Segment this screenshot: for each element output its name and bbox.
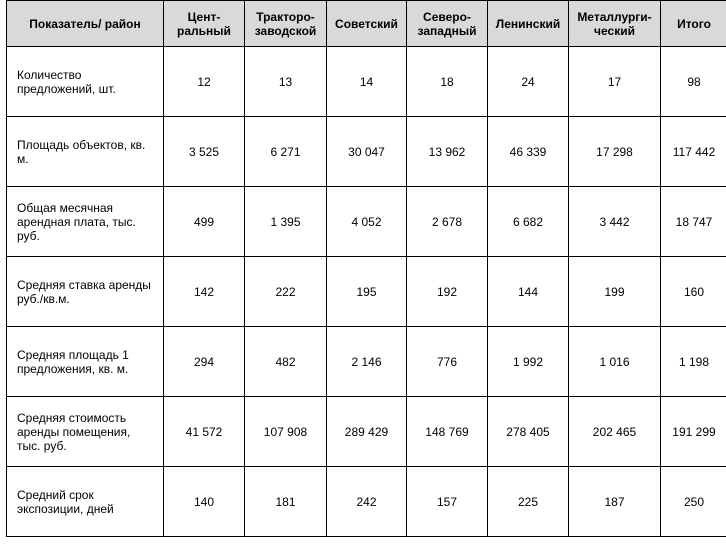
table-cell: 499 (164, 187, 245, 257)
header-row (7, 1, 726, 47)
table-cell: 18 747 (661, 187, 726, 257)
header-tsentralny: Цент- ральный (164, 1, 245, 47)
table-cell: 776 (407, 327, 488, 397)
table-cell: 13 962 (407, 117, 488, 187)
header-leninsky: Ленинский (488, 1, 569, 47)
header-total: Итого (661, 1, 726, 47)
table-cell: 148 769 (407, 397, 488, 467)
table-cell: 140 (164, 467, 245, 537)
row-label: Площадь объектов, кв. м. (7, 117, 164, 187)
row-label: Средняя площадь 1 предложения, кв. м. (7, 327, 164, 397)
table-cell: 13 (245, 47, 327, 117)
table-cell: 160 (661, 257, 726, 327)
row-label: Средняя стоимость аренды помещения, тыс. руб. (7, 397, 164, 467)
table-cell: 41 572 (164, 397, 245, 467)
table-container (6, 0, 726, 537)
table-cell: 107 908 (245, 397, 327, 467)
table-cell: 192 (407, 257, 488, 327)
district-rent-table (6, 0, 726, 537)
table-cell: 195 (327, 257, 407, 327)
table-cell: 1 395 (245, 187, 327, 257)
table-cell: 157 (407, 467, 488, 537)
table-cell: 250 (661, 467, 726, 537)
header-traktorozavodskoy: Тракторо- заводской (245, 1, 327, 47)
table-cell: 3 525 (164, 117, 245, 187)
table-cell: 191 299 (661, 397, 726, 467)
table-header (7, 1, 726, 47)
table-cell: 14 (327, 47, 407, 117)
table-cell: 17 298 (569, 117, 661, 187)
table-row (7, 397, 726, 467)
table-cell: 144 (488, 257, 569, 327)
row-label: Средняя ставка аренды руб./кв.м. (7, 257, 164, 327)
header-indicator: Показатель/ район (7, 1, 164, 47)
table-row (7, 257, 726, 327)
table-cell: 6 271 (245, 117, 327, 187)
table-cell: 117 442 (661, 117, 726, 187)
table-cell: 225 (488, 467, 569, 537)
row-label: Средний срок экспозиции, дней (7, 467, 164, 537)
table-cell: 278 405 (488, 397, 569, 467)
header-sovetsky: Советский (327, 1, 407, 47)
row-label: Количество предложений, шт. (7, 47, 164, 117)
table-cell: 18 (407, 47, 488, 117)
table-row (7, 327, 726, 397)
table-cell: 482 (245, 327, 327, 397)
row-label: Общая месячная арендная плата, тыс. руб. (7, 187, 164, 257)
table-cell: 1 198 (661, 327, 726, 397)
table-cell: 1 016 (569, 327, 661, 397)
header-metallurgichesky: Металлурги- ческий (569, 1, 661, 47)
table-row (7, 467, 726, 537)
table-body (7, 47, 726, 537)
table-cell: 242 (327, 467, 407, 537)
table-cell: 2 146 (327, 327, 407, 397)
table-cell: 3 442 (569, 187, 661, 257)
table-cell: 142 (164, 257, 245, 327)
header-severozapadny: Северо- западный (407, 1, 488, 47)
table-cell: 98 (661, 47, 726, 117)
table-cell: 222 (245, 257, 327, 327)
table-cell: 12 (164, 47, 245, 117)
table-cell: 46 339 (488, 117, 569, 187)
table-cell: 30 047 (327, 117, 407, 187)
table-cell: 4 052 (327, 187, 407, 257)
table-cell: 1 992 (488, 327, 569, 397)
table-cell: 17 (569, 47, 661, 117)
table-cell: 202 465 (569, 397, 661, 467)
table-cell: 294 (164, 327, 245, 397)
table-cell: 2 678 (407, 187, 488, 257)
table-row (7, 187, 726, 257)
table-cell: 181 (245, 467, 327, 537)
table-row (7, 117, 726, 187)
table-cell: 187 (569, 467, 661, 537)
table-cell: 199 (569, 257, 661, 327)
table-row (7, 47, 726, 117)
table-cell: 6 682 (488, 187, 569, 257)
table-cell: 24 (488, 47, 569, 117)
table-cell: 289 429 (327, 397, 407, 467)
